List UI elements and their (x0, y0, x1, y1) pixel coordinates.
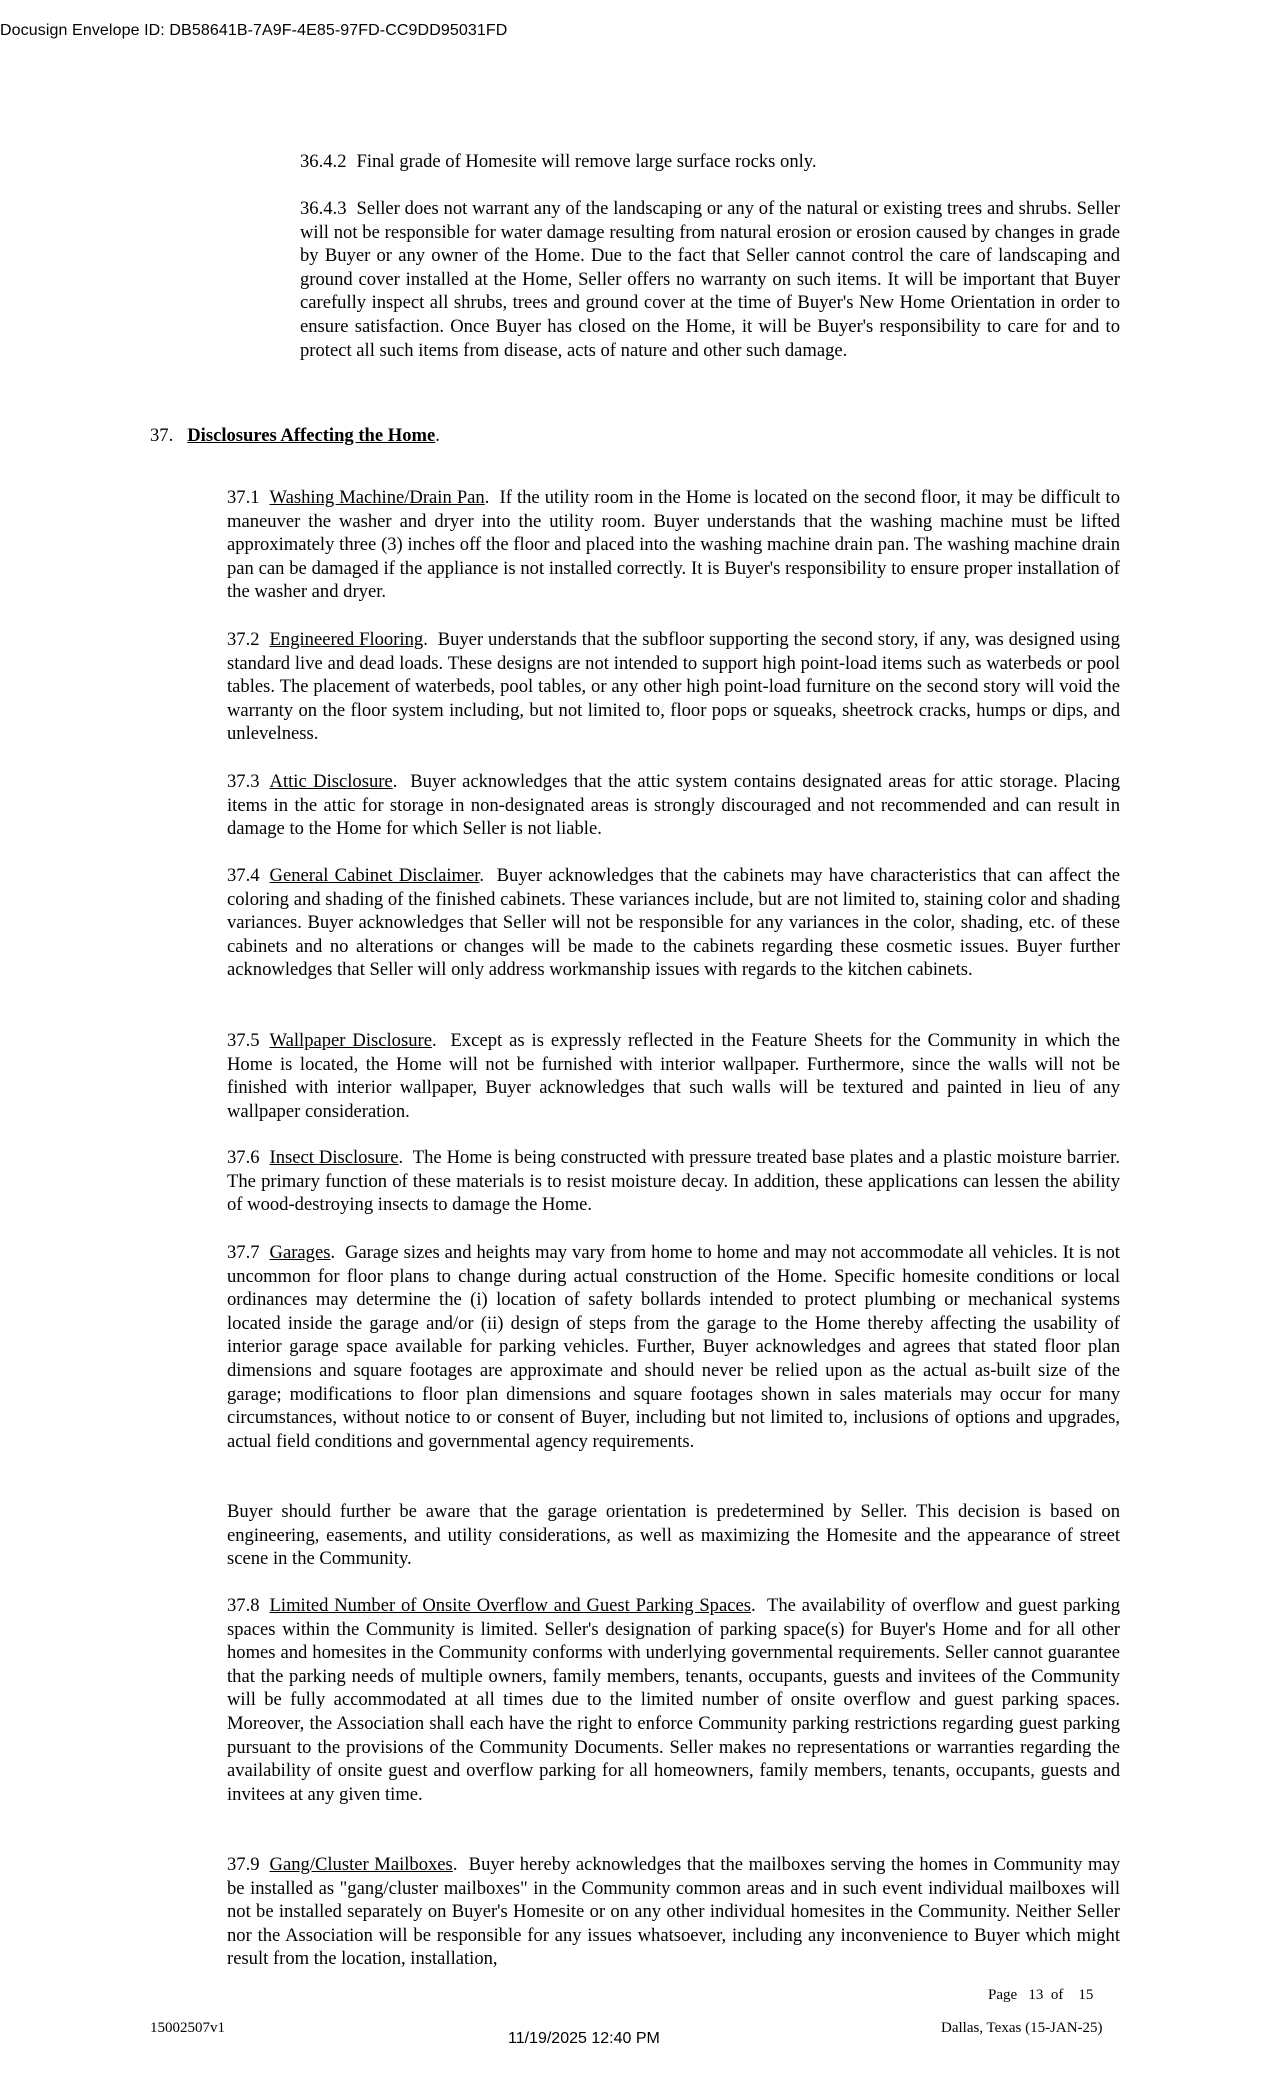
section-text: If the utility room in the Home is located on the second floor, it may be difficult to maneuver the washer and dryer into the utility room. Buyer understands that the washing machine must be lifted approximately three (3) inches off the floor and placed into the washing machine drain pan. The washing machine drain pan can be damaged if the appliance is not installed correctly. It is Buyer's responsibility to ensure proper installation of the washer and dryer. (227, 487, 1120, 603)
document-id: 15002507v1 (150, 2020, 225, 2036)
section-text: The availability of overflow and guest parking spaces within the Community is limited. Seller's designation of parking space(s) for Buyer's Home and for all other homes and homesites in the Community conforms with underlying governmental requirements. Seller cannot guarantee that the parking needs of multiple owners, family members, tenants, occupants, guests and invitees of the Community will be fully accommodated at all times due to the limited number of onsite overflow and guest parking spaces. Moreover, the Association shall each have the right to enforce Community parking restrictions regarding guest parking pursuant to the provisions of the Community Documents. Seller makes no representations or warranties regarding the availability of onsite guest and overflow parking for all homeowners, family members, tenants, occupants, guests and invitees at any given time. (227, 1595, 1121, 1805)
section-text: Buyer should further be aware that the garage orientation is predetermined by Seller. This decision is based on engineering, easements, and utility considerations, as well as maximizing the Homesite and the appearance of street scene in the Community. (227, 1501, 1120, 1570)
section-title-suffix: . (435, 425, 440, 446)
page-label: Page (988, 1987, 1018, 2003)
section-title: Gang/Cluster Mailboxes (269, 1854, 453, 1875)
section-number: 37.4 (227, 865, 260, 886)
section-37-7: 37.7 Garages. Garage sizes and heights may vary from home to home and may not accommodate all vehicles. It is not uncommon for floor plans to change during actual construction of the Home. Specific homesite conditions or local ordinances may determine the (i) location of safety bollards intended to protect plumbing or mechanical systems located inside the garage and/or (ii) design of steps from the garage to the Home thereby affecting the usability of interior garage space available for parking vehicles. Further, Buyer acknowledges and agrees that stated floor plan dimensions and square footages are approximate and should never be relied upon as the actual as-built size of the garage; modifications to floor plan dimensions and square footages shown in sales materials may occur for many circumstances, without notice to or consent of Buyer, including but not limited to, inclusions of options and upgrades, actual field conditions and governmental agency requirements. (227, 1242, 1120, 1452)
section-number: 37.9 (227, 1854, 260, 1875)
section-title: Washing Machine/Drain Pan (269, 487, 485, 508)
section-text: Final grade of Homesite will remove large surface rocks only. (356, 151, 817, 172)
section-text: Garage sizes and heights may vary from home to home and may not accommodate all vehicles. It is not uncommon for floor plans to change during actual construction of the Home. Specific homesite conditions or local ordinances may determine the (i) location of safety bollards intended to protect plumbing or mechanical systems located inside the garage and/or (ii) design of steps from the garage to the Home thereby affecting the usability of interior garage space available for parking vehicles. Further, Buyer acknowledges and agrees that stated floor plan dimensions and square footages are approximate and should never be relied upon as the actual as-built size of the garage; modifications to floor plan dimensions and square footages shown in sales materials may occur for many circumstances, without notice to or consent of Buyer, including but not limited to, inclusions of options and upgrades, actual field conditions and governmental agency requirements. (227, 1242, 1120, 1452)
section-title: Wallpaper Disclosure (269, 1030, 432, 1051)
signature-timestamp: 11/19/2025 12:40 PM (508, 2030, 660, 2047)
section-37-7-continued (227, 1500, 1120, 1571)
section-37-6: 37.6 Insect Disclosure. The Home is being constructed with pressure treated base plates and a plastic moisture barrier. The primary function of these materials is to resist moisture decay. In addition, these applications can lessen the ability of wood-destroying insects to damage the Home. (227, 1147, 1120, 1216)
section-number: 37.8 (227, 1595, 260, 1616)
section-36-4-3 (300, 197, 1120, 362)
section-36-4-2 (300, 150, 1120, 174)
section-37-9: 37.9 Gang/Cluster Mailboxes. Buyer hereby acknowledges that the mailboxes serving the homes in Community may be installed as "gang/cluster mailboxes" in the Community common areas and in such event individual mailboxes will not be installed separately on Buyer's Homesite or on any other individual homesites in the Community. Neither Seller nor the Association will be responsible for any issues whatsoever, including any inconvenience to Buyer which might result from the location, installation, (227, 1854, 1120, 1970)
section-title: Garages (269, 1242, 331, 1263)
section-number: 37.3 (227, 771, 260, 792)
section-37-2: 37.2 Engineered Flooring. Buyer understands that the subfloor supporting the second story, if any, was designed using standard live and dead loads. These designs are not intended to support high point-load items such as waterbeds or pool tables. The placement of waterbeds, pool tables, or any other high point-load furniture on the second story will void the warranty on the floor system including, but not limited to, floor pops or squeaks, sheetrock cracks, humps or dips, and unlevelness. (227, 629, 1120, 745)
section-37-1: 37.1 Washing Machine/Drain Pan. If the utility room in the Home is located on the second floor, it may be difficult to maneuver the washer and dryer into the utility room. Buyer understands that the washing machine must be lifted approximately three (3) inches off the floor and placed into the washing machine drain pan. The washing machine drain pan can be damaged if the appliance is not installed correctly. It is Buyer's responsibility to ensure proper installation of the washer and dryer. (227, 487, 1120, 603)
section-text: The Home is being constructed with pressure treated base plates and a plastic moisture barrier. The primary function of these materials is to resist moisture decay. In addition, these applications can lessen the ability of wood-destroying insects to damage the Home. (227, 1147, 1120, 1216)
section-37-heading (150, 424, 440, 448)
section-text: Buyer understands that the subfloor supporting the second story, if any, was designed using standard live and dead loads. These designs are not intended to support high point-load items such as waterbeds or pool tables. The placement of waterbeds, pool tables, or any other high point-load furniture on the second story will void the warranty on the floor system including, but not limited to, floor pops or squeaks, sheetrock cracks, humps or dips, and unlevelness. (227, 629, 1120, 745)
docusign-envelope-id: Docusign Envelope ID: DB58641B-7A9F-4E85-97FD-CC9DD95031FD (0, 22, 508, 39)
section-number: 37.6 (227, 1147, 260, 1168)
section-number: 36.4.2 (300, 151, 347, 172)
document-location: Dallas, Texas (15-JAN-25) (941, 2020, 1103, 2036)
section-37-5: 37.5 Wallpaper Disclosure. Except as is expressly reflected in the Feature Sheets for the Community in which the Home is located, the Home will not be furnished with interior wallpaper. Furthermore, since the walls will not be finished with interior wallpaper, Buyer acknowledges that such walls will be textured and painted in lieu of any wallpaper consideration. (227, 1030, 1120, 1122)
section-title: Attic Disclosure (269, 771, 393, 792)
section-number: 37.7 (227, 1242, 260, 1263)
page-current: 13 (1028, 1987, 1044, 2003)
page-of-label: of (1050, 1987, 1064, 2003)
section-text: Buyer acknowledges that the attic system contains designated areas for attic storage. Placing items in the attic for storage in non-designated areas is strongly discouraged and not recommended and can result in damage to the Home for which Seller is not liable. (227, 771, 1120, 840)
section-text: Buyer hereby acknowledges that the mailboxes serving the homes in Community may be installed as "gang/cluster mailboxes" in the Community common areas and in such event individual mailboxes will not be installed separately on Buyer's Homesite or on any other individual homesites in the Community. Neither Seller nor the Association will be responsible for any issues whatsoever, including any inconvenience to Buyer which might result from the location, installation, (227, 1854, 1120, 1970)
section-number: 36.4.3 (300, 198, 347, 219)
section-number: 37.1 (227, 487, 260, 508)
section-number: 37.5 (227, 1030, 260, 1051)
section-text: Buyer acknowledges that the cabinets may have characteristics that can affect the coloring and shading of the finished cabinets. These variances include, but are not limited to, staining color and shading variances. Buyer acknowledges that Seller will not be responsible for any variances in the color, shading, etc. of these cabinets and no alterations or changes will be made to the cabinets regarding these cosmetic issues. Buyer further acknowledges that Seller will only address workmanship issues with regards to the kitchen cabinets. (227, 865, 1120, 981)
section-title: General Cabinet Disclaimer (269, 865, 480, 886)
section-37-8: 37.8 Limited Number of Onsite Overflow and Guest Parking Spaces. The availability of overflow and guest parking spaces within the Community is limited. Seller's designation of parking space(s) for Buyer's Home and for all other homes and homesites in the Community conforms with underlying governmental requirements. Seller cannot guarantee that the parking needs of multiple owners, family members, tenants, occupants, guests and invitees of the Community will be fully accommodated at all times due to the limited number of onsite overflow and guest parking spaces. Moreover, the Association shall each have the right to enforce Community parking restrictions regarding guest parking pursuant to the provisions of the Community Documents. Seller makes no representations or warranties regarding the availability of onsite guest and overflow parking for all homeowners, family members, tenants, occupants, guests and invitees at any given time. (227, 1595, 1121, 1805)
section-37-4: 37.4 General Cabinet Disclaimer. Buyer acknowledges that the cabinets may have characteristics that can affect the coloring and shading of the finished cabinets. These variances include, but are not limited to, staining color and shading variances. Buyer acknowledges that Seller will not be responsible for any variances in the color, shading, etc. of these cabinets and no alterations or changes will be made to the cabinets regarding these cosmetic issues. Buyer further acknowledges that Seller will only address workmanship issues with regards to the kitchen cabinets. (227, 865, 1120, 981)
page-number (988, 1987, 1093, 2004)
section-title: Insect Disclosure (269, 1147, 399, 1168)
section-37-3: 37.3 Attic Disclosure. Buyer acknowledges that the attic system contains designated areas for attic storage. Placing items in the attic for storage in non-designated areas is strongly discouraged and not recommended and can result in damage to the Home for which Seller is not liable. (227, 771, 1120, 840)
section-number: 37. (150, 425, 174, 446)
section-text: Seller does not warrant any of the landscaping or any of the natural or existing trees and shrubs. Seller will not be responsible for water damage resulting from natural erosion or erosion caused by changes in grade by Buyer or any owner of the Home. Due to the fact that Seller cannot control the care of landscaping and ground cover installed at the Home, Seller offers no warranty on such items. It will be important that Buyer carefully inspect all shrubs, trees and ground cover at the time of Buyer's New Home Orientation in order to ensure satisfaction. Once Buyer has closed on the Home, it will be Buyer's responsibility to care for and to protect all such items from disease, acts of nature and other such damage. (300, 198, 1120, 361)
page-total: 15 (1078, 1987, 1094, 2003)
section-text: Except as is expressly reflected in the Feature Sheets for the Community in which the Home is located, the Home will not be furnished with interior wallpaper. Furthermore, since the walls will not be finished with interior wallpaper, Buyer acknowledges that such walls will be textured and painted in lieu of any wallpaper consideration. (227, 1030, 1120, 1122)
section-number: 37.2 (227, 629, 260, 650)
section-title: Engineered Flooring (269, 629, 424, 650)
section-title: Disclosures Affecting the Home (187, 425, 436, 446)
section-title: Limited Number of Onsite Overflow and Guest Parking Spaces (269, 1595, 751, 1616)
